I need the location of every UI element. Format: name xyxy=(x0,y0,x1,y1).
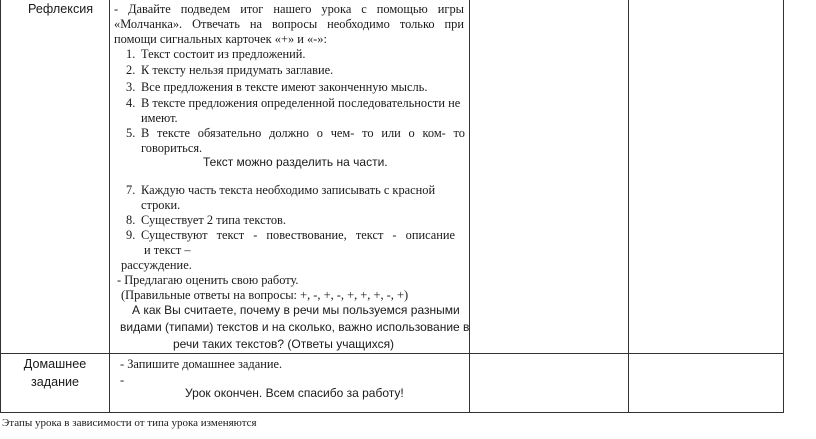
homework-line: - Запишите домашнее задание. xyxy=(120,357,283,371)
item-8-num: 8. xyxy=(126,213,136,227)
item-9-end: рассуждение. xyxy=(121,258,192,272)
item-5-text: В тексте обязательно должно о чем- то или о ком- то xyxy=(141,126,465,140)
item-6-text: Текст можно разделить на части. xyxy=(203,155,388,169)
answers-line: (Правильные ответы на вопросы: +, -, +, -, +, +, +, -, +) xyxy=(121,288,409,302)
footnote: Этапы урока в зависимости от типа урока изменяются xyxy=(2,417,257,429)
item-5-num: 5. xyxy=(126,126,136,140)
homework-dash: - xyxy=(120,373,125,387)
item-8-text: Существует 2 типа текстов. xyxy=(141,213,286,227)
col-divider-1 xyxy=(109,0,110,413)
col-divider-2 xyxy=(469,0,470,413)
item-3-num: 3. xyxy=(126,80,136,94)
item-4-num: 4. xyxy=(126,96,136,110)
item-9-text: Существуют текст - повествование, текст - описание xyxy=(141,228,455,242)
table-border-bottom xyxy=(0,412,784,413)
intro-line-1: - Давайте подведем итог нашего урока с помощью игры xyxy=(114,2,464,16)
table-border-right xyxy=(783,0,784,413)
lesson-end-line: Урок окончен. Всем спасибо за работу! xyxy=(185,386,404,400)
item-7-num: 7. xyxy=(126,183,136,197)
question-line-2: видами (типами) текстов и на сколько, важно использование в xyxy=(120,320,470,334)
stage-label-reflection: Рефлексия xyxy=(28,2,94,16)
item-1-text: Текст состоит из предложений. xyxy=(141,47,306,61)
item-5-cont: говориться. xyxy=(141,141,203,155)
item-7-cont: строки. xyxy=(141,198,181,212)
item-4-cont: имеют. xyxy=(141,111,178,125)
item-3-text: Все предложения в тексте имеют законченную мысль. xyxy=(141,80,428,94)
item-1-num: 1. xyxy=(126,47,136,61)
table-border-left xyxy=(0,0,1,413)
item-9-cont: и текст – xyxy=(144,243,191,257)
intro-line-3: помощи сигнальных карточек «+» и «-»: xyxy=(114,32,327,46)
item-9-num: 9. xyxy=(126,228,136,242)
item-4-text: В тексте предложения определенной последовательности не xyxy=(141,96,461,110)
intro-line-2: «Молчанка». Отвечать на вопросы необходимо только при xyxy=(114,17,464,31)
item-7-text: Каждую часть текста необходимо записывать с красной xyxy=(141,183,436,197)
col-divider-3 xyxy=(628,0,629,413)
row-divider xyxy=(0,353,784,354)
question-line-3: речи таких текстов? (Ответы учащихся) xyxy=(173,337,395,351)
evaluate-line: - Предлагаю оценить свою работу. xyxy=(117,273,299,287)
stage-label-homework-2: задание xyxy=(30,375,80,389)
item-2-num: 2. xyxy=(126,63,136,77)
stage-label-homework-1: Домашнее xyxy=(23,357,87,371)
question-line-1: А как Вы считаете, почему в речи мы пользуемся разными xyxy=(132,303,460,317)
item-2-text: К тексту нельзя придумать заглавие. xyxy=(141,63,334,77)
